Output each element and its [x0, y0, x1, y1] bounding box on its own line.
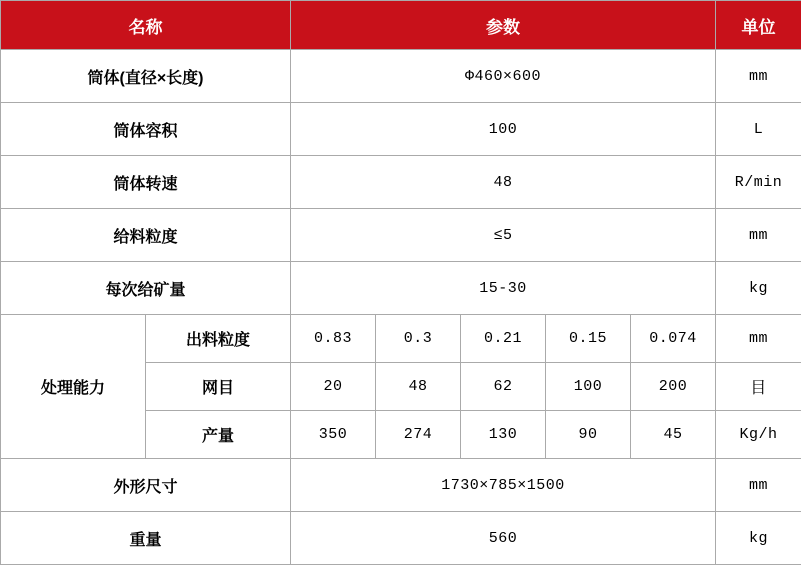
- row-name: 筒体(直径×长度): [1, 50, 291, 103]
- table-row: [1, 50, 801, 103]
- capacity-group-name: 处理能力: [1, 315, 146, 459]
- table-row: [1, 459, 801, 512]
- sub-row-value: 45: [631, 411, 716, 459]
- sub-row-value: 20: [291, 363, 376, 411]
- table-row: [1, 156, 801, 209]
- row-value: 100: [291, 103, 716, 156]
- row-value: 1730×785×1500: [291, 459, 716, 512]
- table-row: [1, 209, 801, 262]
- sub-row-value: 0.83: [291, 315, 376, 363]
- row-unit: mm: [716, 209, 801, 262]
- row-value: ≤5: [291, 209, 716, 262]
- row-unit: R/min: [716, 156, 801, 209]
- sub-row-value: 350: [291, 411, 376, 459]
- row-unit: mm: [716, 459, 801, 512]
- header-unit: 单位: [716, 1, 801, 50]
- table-row: [1, 512, 801, 565]
- row-name: 筒体容积: [1, 103, 291, 156]
- sub-row-value: 0.15: [546, 315, 631, 363]
- sub-row-value: 130: [461, 411, 546, 459]
- row-unit: kg: [716, 512, 801, 565]
- sub-row-value: 0.21: [461, 315, 546, 363]
- sub-row-value: 0.074: [631, 315, 716, 363]
- sub-row-unit: mm: [716, 315, 801, 363]
- row-name: 筒体转速: [1, 156, 291, 209]
- row-unit: kg: [716, 262, 801, 315]
- row-value: 48: [291, 156, 716, 209]
- sub-row-value: 0.3: [376, 315, 461, 363]
- row-unit: L: [716, 103, 801, 156]
- table-row: [1, 103, 801, 156]
- sub-row-value: 200: [631, 363, 716, 411]
- sub-row-unit: 目: [716, 363, 801, 411]
- sub-row-value: 62: [461, 363, 546, 411]
- sub-row-unit: Kg/h: [716, 411, 801, 459]
- row-name: 每次给矿量: [1, 262, 291, 315]
- sub-row-value: 274: [376, 411, 461, 459]
- row-name: 给料粒度: [1, 209, 291, 262]
- capacity-sub-row: [1, 315, 801, 363]
- sub-row-value: 90: [546, 411, 631, 459]
- row-name: 重量: [1, 512, 291, 565]
- sub-row-name: 产量: [146, 411, 291, 459]
- table-header-row: [1, 1, 801, 50]
- sub-row-value: 48: [376, 363, 461, 411]
- header-name: 名称: [1, 1, 291, 50]
- sub-row-value: 100: [546, 363, 631, 411]
- table-row: [1, 262, 801, 315]
- row-value: Φ460×600: [291, 50, 716, 103]
- row-unit: mm: [716, 50, 801, 103]
- sub-row-name: 出料粒度: [146, 315, 291, 363]
- row-name: 外形尺寸: [1, 459, 291, 512]
- row-value: 560: [291, 512, 716, 565]
- sub-row-name: 网目: [146, 363, 291, 411]
- header-param: 参数: [291, 1, 716, 50]
- row-value: 15-30: [291, 262, 716, 315]
